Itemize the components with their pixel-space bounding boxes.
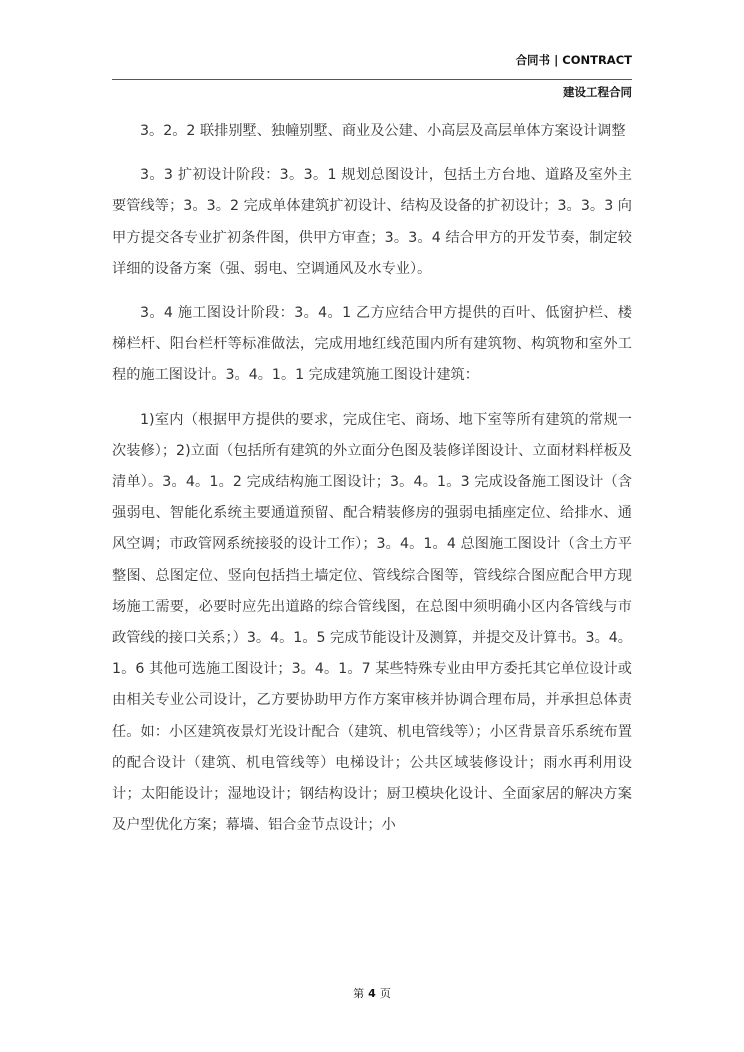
page-suffix: 页 xyxy=(379,987,391,1000)
page-prefix: 第 xyxy=(353,987,365,1000)
document-body xyxy=(112,116,632,854)
paragraph-construction-drawing: 3。4 施工图设计阶段：3。4。1 乙方应结合甲方提供的百叶、低窗护栏、楼梯栏杆、阳台栏杆等标准做法，完成用地红线范围内所有建筑物、构筑物和室外工程的施工图设计。3。4。1。1 完成建筑施工图设计建筑： xyxy=(112,305,632,384)
paragraph-preliminary-design: 3。3 扩初设计阶段：3。3。1 规划总图设计，包括土方台地、道路及室外主要管线等；3。3。2 完成单体建筑扩初设计、结构及设备的扩初设计；3。3。3 向甲方提交各专业扩初条件图，供甲方审查；3。3。4 结合甲方的开发节奏，制定较详细的设备方案（强、弱电、空调通风及水专业）。 xyxy=(112,167,632,277)
header-title: 合同书 | CONTRACT xyxy=(515,53,632,67)
paragraph-design-adjustment: 3。2。2 联排别墅、独幢别墅、商业及公建、小高层及高层单体方案设计调整 xyxy=(140,123,626,139)
header-subtitle: 建设工程合同 xyxy=(563,85,632,99)
paragraph-drawing-details: 1)室内（根据甲方提供的要求，完成住宅、商场、地下室等所有建筑的常规一次装修）；2)立面（包括所有建筑的外立面分色图及装修详图设计、立面材料样板及清单）。3。4。1。2 完成结构施工图设计；3。4。1。3 完成设备施工图设计（含强弱电、智能化系统主要通道预留、配合精装修房的强弱电插座定位、给排水、通风空调；市政管网系统接驳的设计工作）；3。4。1。4 总图施工图设计（含土方平整图、总图定位、竖向包括挡土墙定位、管线综合图等，管线综合图应配合甲方现场施工需要，必要时应先出道路的综合管线图，在总图中须明确小区内各管线与市政管线的接口关系；）3。4。1。5 完成节能设计及测算，并提交及计算书。3。4。1。6 其他可选施工图设计；3。4。1。7 某些特殊专业由甲方委托其它单位设计或由相关专业公司设计，乙方要协助甲方作方案审核并协调合理布局，并承担总体责任。如：小区建筑夜景灯光设计配合（建筑、机电管线等）；小区背景音乐系统布置的配合设计（建筑、机电管线等）电梯设计；公共区域装修设计；雨水再利用设计；太阳能设计；湿地设计；钢结构设计；厨卫模块化设计、全面家居的解决方案及户型优化方案；幕墙、铝合金节点设计；小 xyxy=(112,411,632,834)
header-divider xyxy=(112,79,632,80)
page-footer xyxy=(0,985,744,1001)
page-number: 4 xyxy=(368,987,376,1000)
